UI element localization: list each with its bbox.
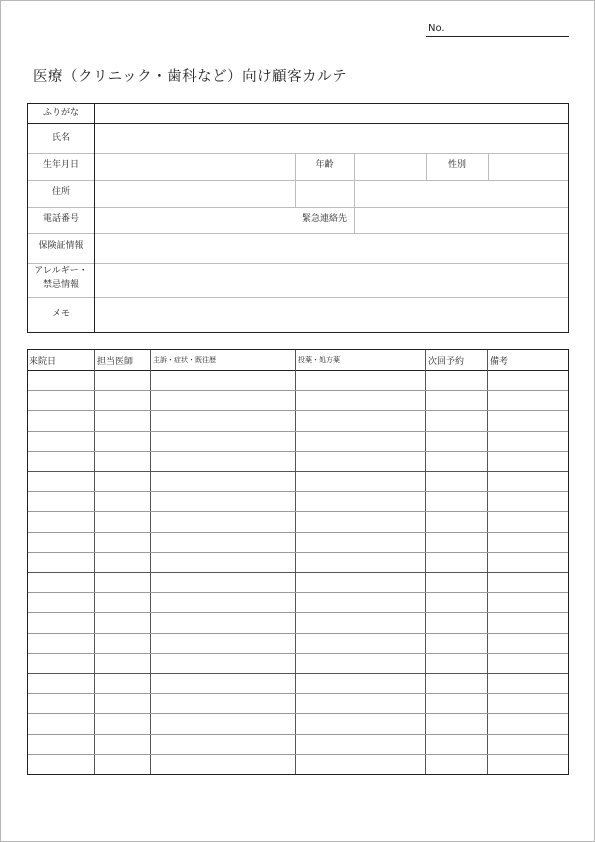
page-title: 医療（クリニック・歯科など）向け顧客カルテ <box>33 69 348 85</box>
table-row-divider <box>28 471 568 472</box>
age-input[interactable] <box>355 154 426 180</box>
table-row-divider <box>28 491 568 492</box>
address-label: 住所 <box>51 187 70 197</box>
table-row-divider <box>28 734 568 735</box>
emergency-contact-label: 緊急連絡先 <box>301 214 347 224</box>
column-divider <box>425 350 426 774</box>
visit-history-table <box>27 349 569 775</box>
furigana-label: ふりがな <box>42 108 79 118</box>
table-row-divider <box>28 511 568 512</box>
table-row-divider <box>28 572 568 573</box>
table-row-divider <box>28 431 568 432</box>
phone-label: 電話番号 <box>42 214 79 224</box>
birthdate-label: 生年月日 <box>42 160 79 170</box>
table-row-divider <box>28 713 568 714</box>
header-doctor: 担当医師 <box>97 357 134 367</box>
column-divider <box>150 350 151 774</box>
allergy-label-line1: アレルギー・ <box>34 266 88 276</box>
column-divider <box>487 350 488 774</box>
table-row-divider <box>28 633 568 634</box>
insurance-input[interactable] <box>95 234 568 263</box>
record-number-field[interactable] <box>426 21 569 37</box>
insurance-label: 保険証情報 <box>38 241 84 251</box>
sex-label: 性別 <box>447 160 466 170</box>
furigana-input[interactable] <box>95 104 568 123</box>
record-number-label: No. <box>428 23 445 34</box>
table-row-divider <box>28 612 568 613</box>
table-row-divider <box>28 673 568 674</box>
header-remarks: 備考 <box>490 357 509 367</box>
header-medication: 投薬・処方薬 <box>298 356 340 364</box>
column-divider <box>295 350 296 774</box>
memo-input[interactable] <box>95 298 568 332</box>
birthdate-input[interactable] <box>95 154 295 180</box>
table-row-divider <box>28 653 568 654</box>
table-row-divider <box>28 390 568 391</box>
header-symptoms: 主訴・症状・既往歴 <box>153 356 216 364</box>
allergy-label <box>28 265 94 292</box>
table-row-divider <box>28 592 568 593</box>
memo-label: メモ <box>51 309 70 319</box>
name-input[interactable] <box>95 124 568 153</box>
phone-input[interactable] <box>95 208 295 233</box>
sex-input[interactable] <box>489 154 568 180</box>
address-input[interactable] <box>95 181 568 207</box>
emergency-contact-input[interactable] <box>355 208 568 233</box>
table-row-divider <box>28 451 568 452</box>
table-row-divider <box>28 410 568 411</box>
table-row-divider <box>28 754 568 755</box>
column-divider <box>94 350 95 774</box>
table-row-divider <box>28 532 568 533</box>
allergy-label-line2: 禁忌情報 <box>42 279 79 290</box>
name-label: 氏名 <box>51 133 70 143</box>
age-label: 年齢 <box>315 160 334 170</box>
header-next-appointment: 次回予約 <box>428 357 465 367</box>
allergy-input[interactable] <box>95 264 568 297</box>
table-row-divider <box>28 693 568 694</box>
header-visit-date: 来院日 <box>29 357 57 367</box>
table-row-divider <box>28 552 568 553</box>
patient-info-table <box>27 103 569 333</box>
